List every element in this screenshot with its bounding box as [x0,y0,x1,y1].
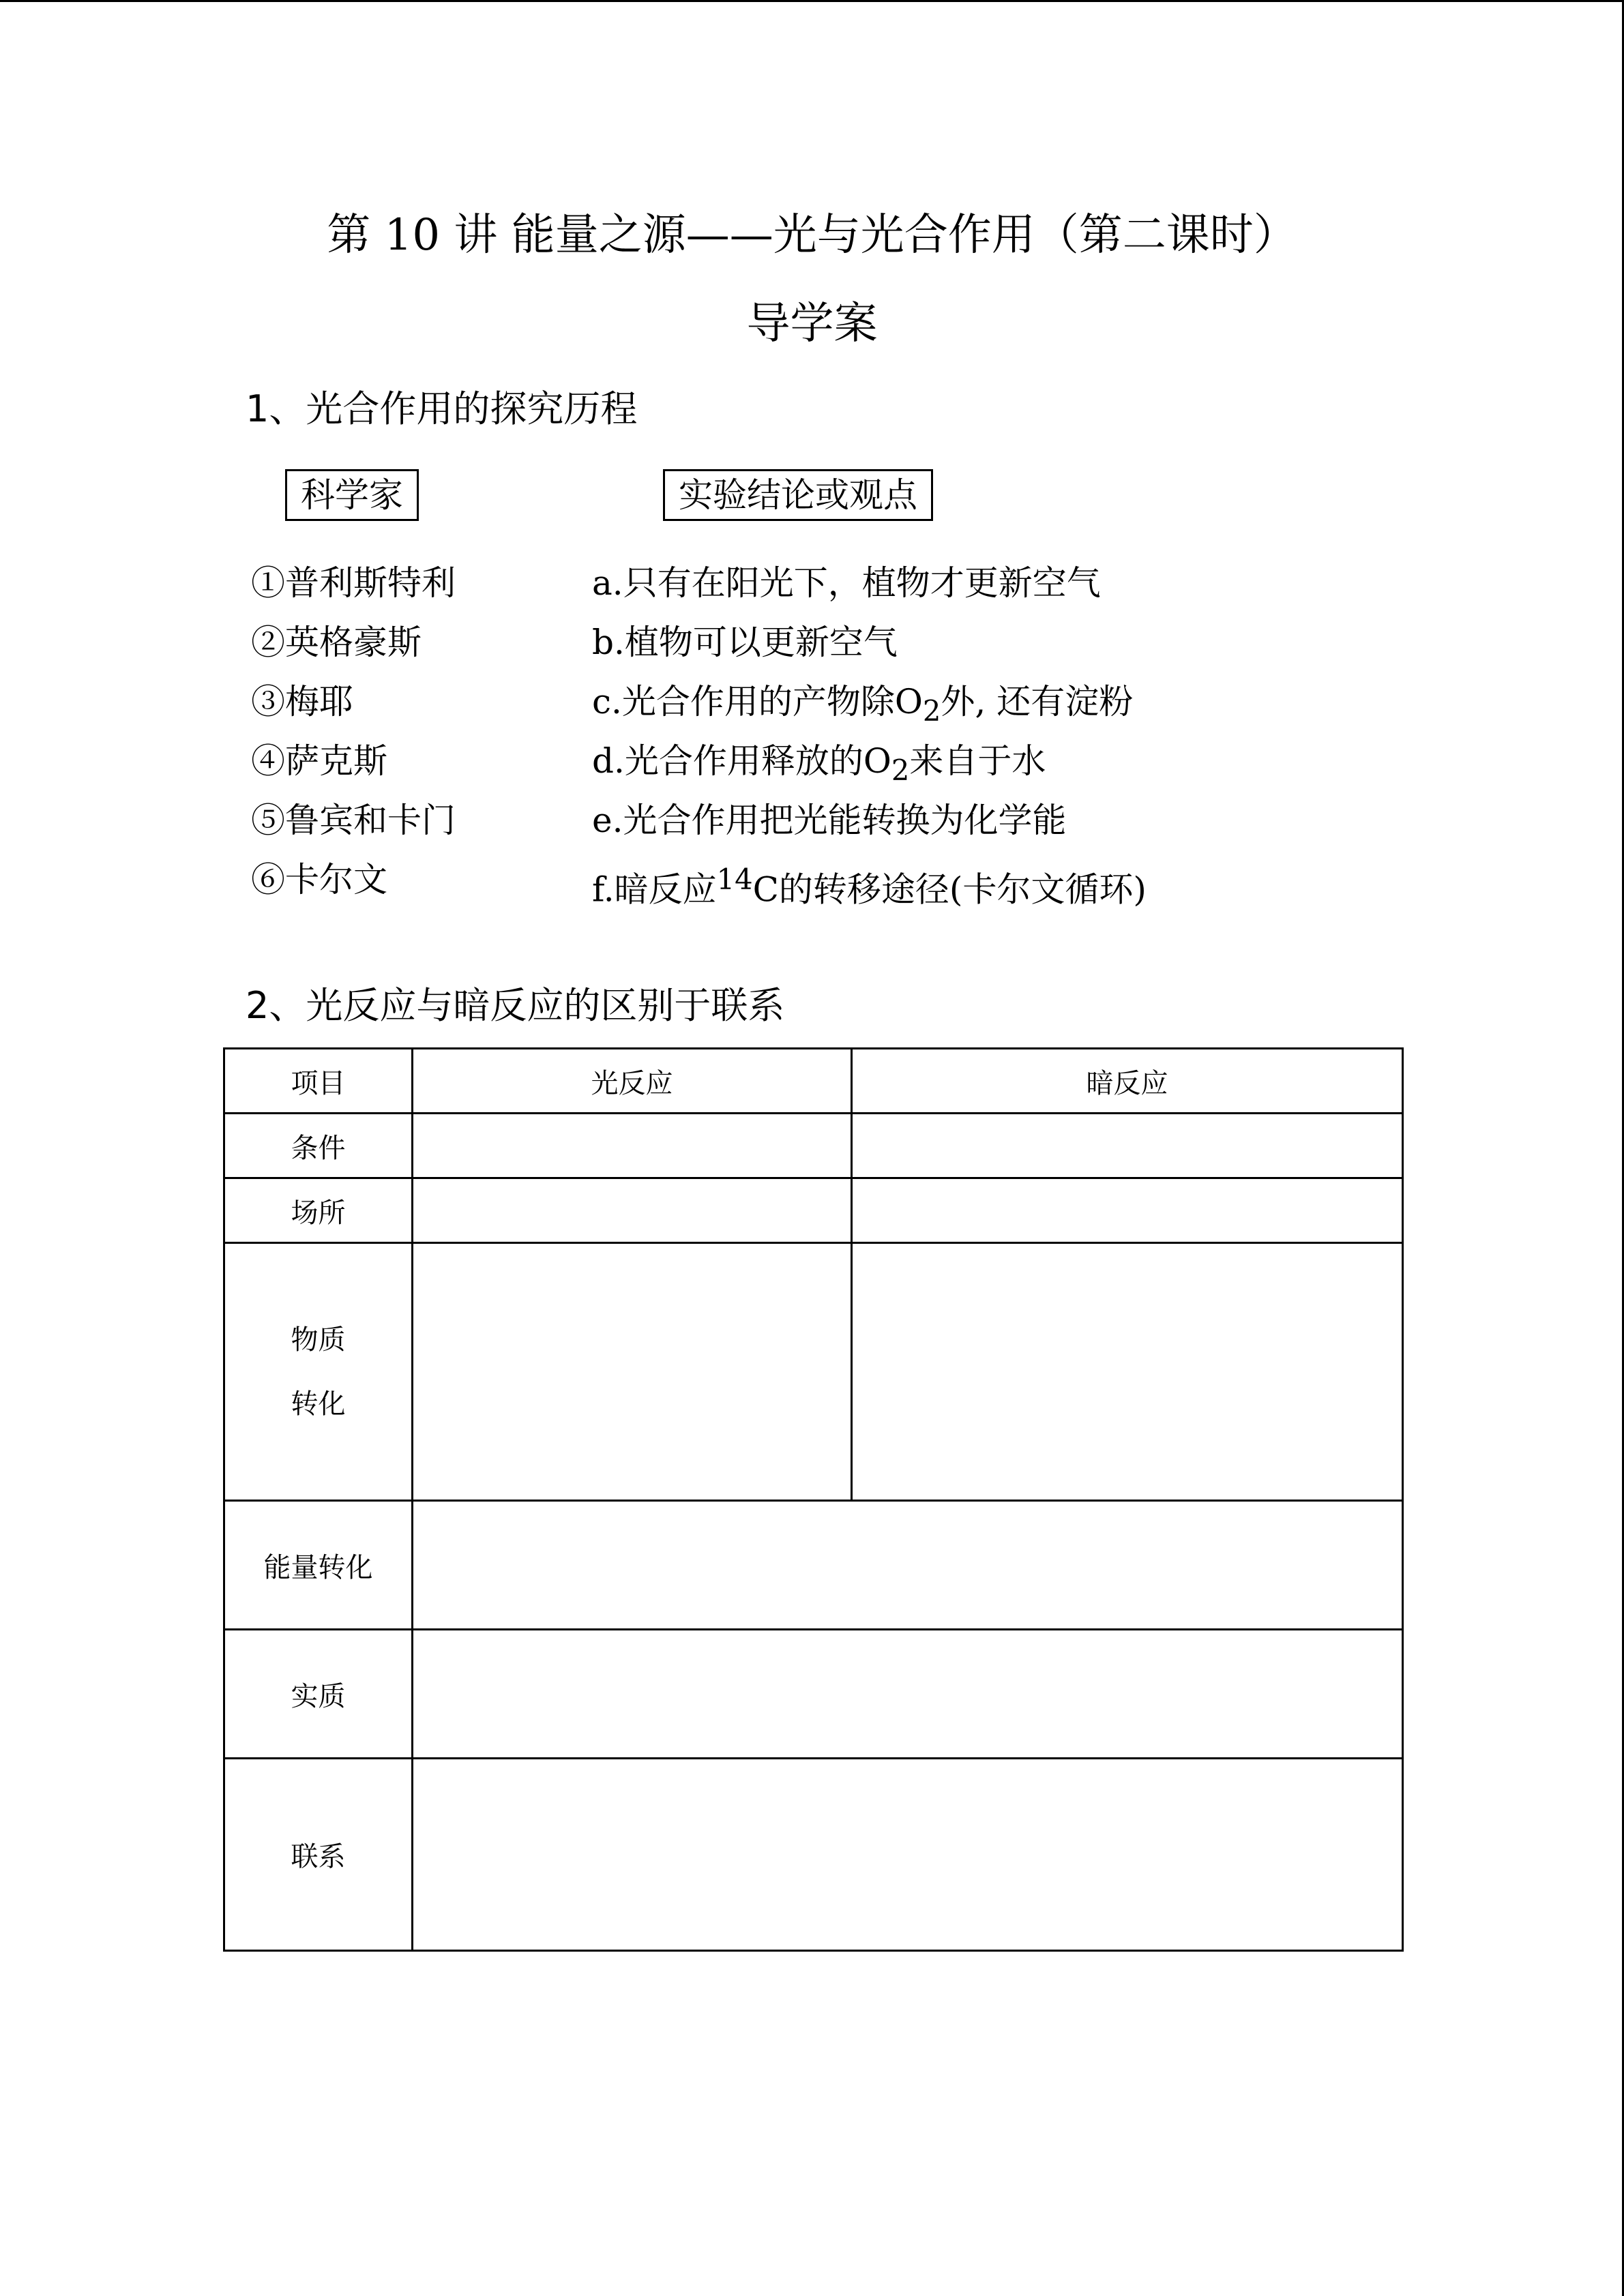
answer-cell[interactable] [413,1178,852,1243]
scientist-item: ⑤鲁宾和卡门 [251,801,456,840]
conclusion-text: 来自于水 [909,741,1046,781]
conclusion-text: f.暗反应 [592,869,717,910]
scientist-item: ⑥卡尔文 [251,860,387,899]
scientist-item: ②英格豪斯 [251,623,422,662]
table-row-location [224,1178,1403,1243]
subscript: 2 [891,754,910,787]
row-label: 实质 [224,1630,413,1759]
row-label: 联系 [224,1759,413,1951]
conclusion-text: e.光合作用把光能转换为化学能 [592,801,1067,840]
header-cell-item: 项目 [224,1049,413,1114]
answer-cell[interactable] [852,1178,1403,1243]
subscript: 2 [922,694,941,728]
scientist-item: ④萨克斯 [251,741,387,781]
conclusion-item [592,852,1147,910]
row-label [224,1243,413,1501]
answer-cell[interactable] [852,1114,1403,1178]
table-row-essence [224,1630,1403,1759]
answer-cell[interactable] [413,1243,852,1501]
table-row-relation [224,1759,1403,1951]
superscript: 14 [716,863,753,896]
header-cell-dark-reaction: 暗反应 [852,1049,1403,1114]
row-label: 能量转化 [224,1501,413,1630]
scientist-item: ③梅耶 [251,682,353,721]
conclusion-text: C的转移途径(卡尔文循环) [752,869,1147,910]
answer-cell[interactable] [413,1501,1403,1630]
table-row-energy-conversion [224,1501,1403,1630]
answer-cell[interactable] [413,1114,852,1178]
row-label-line: 转化 [291,1388,346,1420]
scientist-item: ①普利斯特利 [251,563,456,603]
conclusion-text: d.光合作用释放的O [592,741,891,781]
document-subtitle: 导学案 [746,299,878,349]
section-2-heading: 2、光反应与暗反应的区别于联系 [246,984,785,1027]
conclusion-item [592,793,1066,848]
conclusion-item [592,674,1133,729]
conclusion-text: b.植物可以更新空气 [592,623,898,662]
table-header-row [224,1049,1403,1114]
document-title: 第 10 讲 能量之源——光与光合作用（第二课时） [327,210,1297,260]
answer-cell[interactable] [413,1759,1403,1951]
conclusion-item [592,556,1101,610]
conclusion-text: c.光合作用的产物除O [592,682,923,721]
conclusion-text: 外, 还有淀粉 [941,682,1134,721]
comparison-table [223,1047,1404,1952]
conclusion-item [592,615,898,670]
conclusion-item [592,734,1046,788]
conclusion-text: a.只有在阳光下，植物才更新空气 [592,563,1101,603]
top-border-line [0,0,1624,2]
table-row-condition [224,1114,1403,1178]
answer-cell[interactable] [413,1630,1403,1759]
answer-cell[interactable] [852,1243,1403,1501]
header-cell-light-reaction: 光反应 [413,1049,852,1114]
section-1-heading: 1、光合作用的探究历程 [246,387,638,430]
table-row-material-conversion [224,1243,1403,1501]
scientist-column-label: 科学家 [285,469,419,521]
row-label: 场所 [224,1178,413,1243]
row-label: 条件 [224,1114,413,1178]
row-label-line: 物质 [291,1324,346,1356]
conclusion-column-label: 实验结论或观点 [663,469,933,521]
